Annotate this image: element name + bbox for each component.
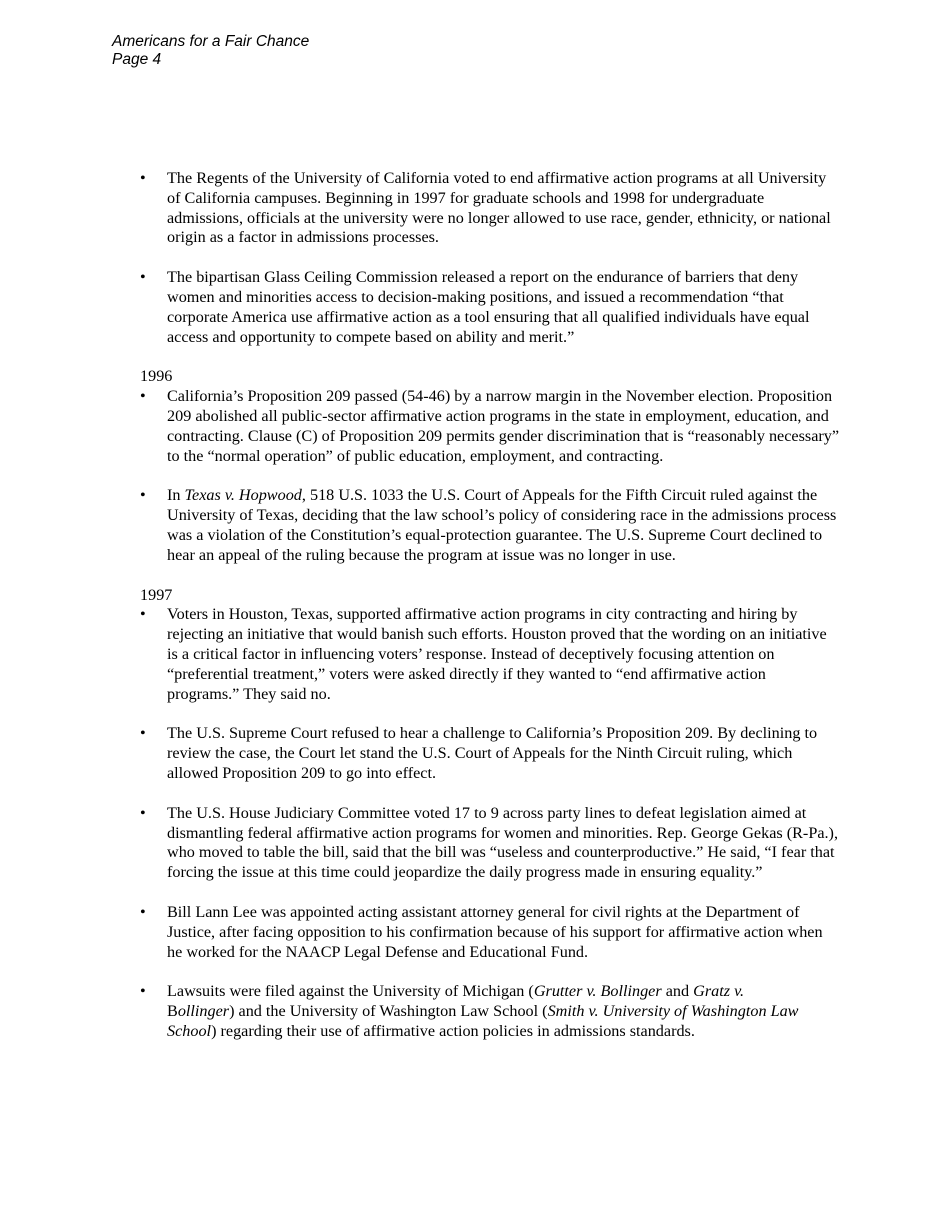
item-text: Voters in Houston, Texas, supported affirmative action programs in city contracting and hiring by rejecting an initiative that would banish such efforts. Houston proved that the wording on an initiative is a critical factor in influencing voters’ response. Instead of deceptively focusing attention on “preferential treatment,” voters were asked directly if they wanted to “end affirmative action programs.” They said no. [167, 605, 827, 703]
list-item [140, 169, 840, 248]
case-name: Grutter v. Bollinger [533, 982, 662, 1001]
text-segment: , 518 U.S. 1033 the U.S. Court of Appeals for the Fifth Circuit ruled against the University of Texas, deciding that the law school’s policy of considering race in the admissions process was a violation of the Constitution’s equal-protection guarantee. The U.S. Supreme Court declined to hear an appeal of the ruling because the program at issue was no longer in use. [167, 486, 837, 564]
text-segment: B [167, 1002, 178, 1021]
item-text: The bipartisan Glass Ceiling Commission released a report on the endurance of barriers that deny women and minorities access to decision-making positions, and issued a recommendation “that corporate America use affirmative action as a tool ensuring that all qualified individuals have equal access and opportunity to compete based on ability and merit.” [167, 268, 810, 346]
bullet-icon: • [140, 982, 146, 1001]
list-item [140, 268, 840, 347]
bullet-icon: • [140, 169, 146, 187]
item-text: The U.S. House Judiciary Committee voted 17 to 9 across party lines to defeat legislation aimed at dismantling federal affirmative action programs for women and minorities. Rep. George Gekas (R-Pa.), who moved to table the bill, said that the bill was “useless and counterproductive.” He said, “I fear that forcing the issue at this time could jeopardize the daily progress made in ensuring equality.” [167, 803, 838, 882]
running-header [112, 33, 309, 69]
case-name: Gratz v. [693, 982, 745, 1001]
case-name: Smith v. University of Washington Law School [167, 1002, 799, 1040]
bullet-icon: • [140, 803, 146, 822]
bullet-icon: • [140, 387, 146, 406]
list-item [140, 387, 840, 466]
case-name: ollinger [177, 1002, 230, 1021]
year-heading-1996: 1996 [140, 367, 173, 386]
list-item [140, 605, 840, 704]
item-text: California’s Proposition 209 passed (54-46) by a narrow margin in the November election. Proposition 209 abolished all public-sector affirmative action programs in the state in employment, education, and contracting. Clause (C) of Proposition 209 permits gender discrimination that is “reasonably necessary” to the “normal operation” of public education, employment, and contracting. [167, 387, 840, 465]
item-text: Bill Lann Lee was appointed acting assistant attorney general for civil rights at the Department of Justice, after facing opposition to his confirmation because of his support for affirmative action when he worked for the NAACP Legal Defense and Educational Fund. [167, 902, 823, 961]
text-segment: ) and the University of Washington Law School ( [229, 1002, 548, 1021]
year-heading-1997: 1997 [140, 585, 173, 604]
list-item [140, 982, 840, 1041]
list-item [140, 903, 840, 962]
item-text: The U.S. Supreme Court refused to hear a challenge to California’s Proposition 209. By declining to review the case, the Court let stand the U.S. Court of Appeals for the Ninth Circuit ruling, which allowed Proposition 209 to go into effect. [167, 724, 818, 782]
bullet-icon: • [140, 268, 146, 287]
document-body [140, 169, 840, 1042]
text-segment: and [661, 982, 694, 1001]
case-name: Texas v. Hopwood [184, 486, 302, 505]
header-page-number: Page 4 [112, 51, 162, 68]
bullet-icon: • [140, 902, 146, 921]
bullet-icon: • [140, 486, 146, 505]
bullet-icon: • [140, 605, 146, 624]
list-item [140, 804, 840, 883]
text-segment: Lawsuits were filed against the University of Michigan ( [167, 982, 534, 1001]
bullet-icon: • [140, 724, 146, 743]
item-text [167, 486, 840, 565]
list-item [140, 486, 840, 565]
item-text: The Regents of the University of California voted to end affirmative action programs at all University of California campuses. Beginning in 1997 for graduate schools and 1998 for undergraduate admissions, officials at the university were no longer allowed to use race, gender, ethnicity, or national origin as a factor in admissions processes. [167, 169, 831, 247]
list-item [140, 724, 840, 783]
item-text [167, 982, 840, 1041]
text-segment: ) regarding their use of affirmative action policies in admissions standards. [211, 1021, 695, 1040]
header-organization: Americans for a Fair Chance [112, 33, 310, 50]
text-segment: In [167, 486, 185, 505]
